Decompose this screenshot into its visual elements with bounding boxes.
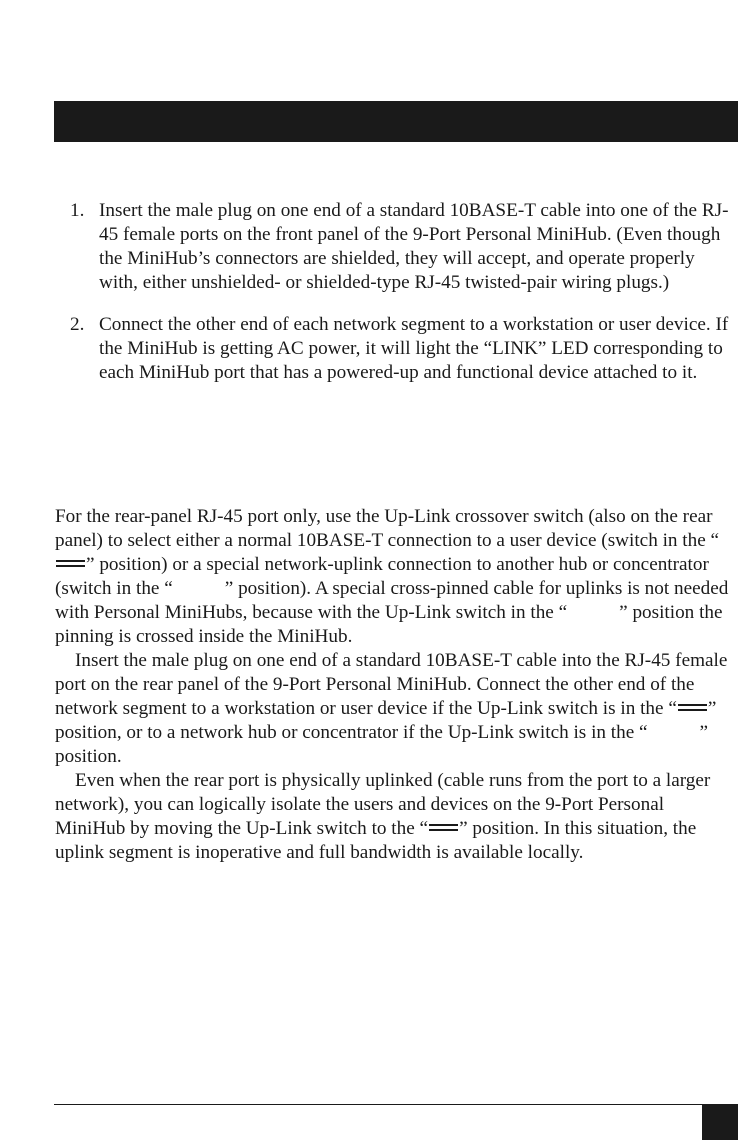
text-run: Even when the rear port is physically uplinked (cable runs from the port to a larger network), you can logically isolate the users and devices on the 9-Port Personal MiniHub by moving the Up-Link switch to the “ bbox=[55, 770, 711, 839]
text-run: ” position. In this situation, the uplink segment is inoperative and full bandwidth is available locally. bbox=[55, 818, 697, 863]
paragraph bbox=[55, 649, 738, 769]
footer-rule bbox=[54, 1104, 704, 1105]
list-item bbox=[0, 199, 738, 295]
rear-port-section bbox=[55, 505, 738, 865]
text-run: ” position the pinning is crossed inside the MiniHub. bbox=[55, 602, 723, 647]
normal-position-icon bbox=[678, 704, 707, 711]
crossover-position-icon bbox=[567, 606, 619, 618]
list-item bbox=[0, 313, 738, 385]
text-run: ” position. bbox=[55, 722, 709, 767]
text-run: Insert the male plug on one end of a standard 10BASE-T cable into the RJ-45 female port on the rear panel of the 9-Port Personal MiniHub. Connect the other end of the network segment to a workstation or user device if the Up-Link switch is in the “ bbox=[55, 650, 728, 719]
crossover-position-icon bbox=[173, 582, 225, 594]
paragraph bbox=[55, 769, 738, 865]
paragraph bbox=[55, 505, 738, 649]
text-run: ” position) or a special network-uplink connection to another hub or concentrator (switch in the “ bbox=[55, 554, 709, 599]
step-number: 2. bbox=[70, 314, 85, 335]
section-header-bar bbox=[54, 101, 738, 142]
page-number-tab bbox=[702, 1104, 738, 1140]
text-run: ” position, or to a network hub or concentrator if the Up-Link switch is in the “ bbox=[55, 698, 717, 743]
normal-position-icon bbox=[429, 824, 458, 831]
crossover-position-icon bbox=[648, 726, 700, 738]
step-number: 1. bbox=[70, 200, 85, 221]
installation-steps bbox=[0, 199, 738, 403]
normal-position-icon bbox=[56, 560, 85, 567]
text-run: For the rear-panel RJ-45 port only, use the Up-Link crossover switch (also on the rear panel) to select either a normal 10BASE-T connection to a user device (switch in the “ bbox=[55, 506, 720, 551]
step-text: Connect the other end of each network segment to a workstation or user device. If the MiniHub is getting AC power, it will light the “LINK” LED corresponding to each MiniHub port that has a powered-up and functional device attached to it. bbox=[99, 314, 729, 383]
step-text: Insert the male plug on one end of a standard 10BASE-T cable into one of the RJ-45 female ports on the front panel of the 9-Port Personal MiniHub. (Even though the MiniHub’s connectors are shielded, they will accept, and operate properly with, either unshielded- or shielded-type RJ-45 twisted-pair wiring plugs.) bbox=[99, 200, 729, 293]
text-run: ” position). A special cross-pinned cable for uplinks is not needed with Personal MiniHubs, because with the Up-Link switch in the “ bbox=[55, 578, 729, 623]
